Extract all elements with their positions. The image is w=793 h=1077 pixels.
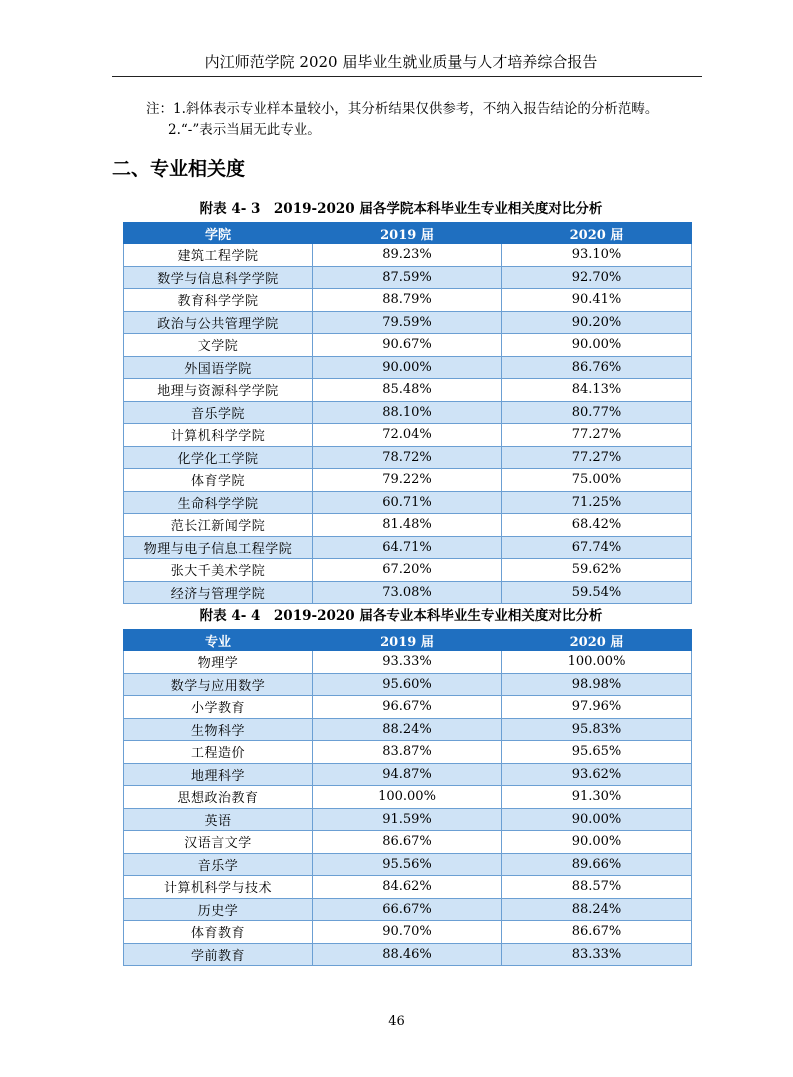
value-2020-cell: 59.62% <box>502 559 692 582</box>
value-2019-cell: 94.87% <box>313 763 502 786</box>
value-2019-cell: 88.10% <box>313 401 502 424</box>
name-cell: 教育科学学院 <box>124 289 313 312</box>
value-2020-cell: 98.98% <box>502 673 692 696</box>
value-2020-cell: 95.83% <box>502 718 692 741</box>
name-cell: 工程造价 <box>124 741 313 764</box>
value-2019-cell: 79.22% <box>313 469 502 492</box>
table-row <box>124 514 692 537</box>
table-row <box>124 401 692 424</box>
college-relevance-table <box>123 222 692 604</box>
value-2020-cell: 97.96% <box>502 696 692 719</box>
value-2019-cell: 90.70% <box>313 921 502 944</box>
table-row <box>124 244 692 267</box>
name-cell: 张大千美术学院 <box>124 559 313 582</box>
name-cell: 音乐学 <box>124 853 313 876</box>
table-row <box>124 491 692 514</box>
name-cell: 物理与电子信息工程学院 <box>124 536 313 559</box>
name-cell: 计算机科学与技术 <box>124 876 313 899</box>
value-2020-cell: 67.74% <box>502 536 692 559</box>
value-2019-cell: 84.62% <box>313 876 502 899</box>
value-2019-cell: 85.48% <box>313 379 502 402</box>
page-header: 内江师范学院 2020 届毕业生就业质量与人才培养综合报告 <box>204 53 598 71</box>
value-2020-cell: 68.42% <box>502 514 692 537</box>
value-2020-cell: 90.00% <box>502 334 692 357</box>
column-header-college: 学院 <box>124 223 313 244</box>
column-header-2019: 2019 届 <box>313 223 502 244</box>
value-2019-cell: 73.08% <box>313 581 502 604</box>
value-2019-cell: 90.00% <box>313 356 502 379</box>
column-header-major: 专业 <box>124 630 313 651</box>
value-2020-cell: 84.13% <box>502 379 692 402</box>
name-cell: 数学与信息科学学院 <box>124 266 313 289</box>
value-2020-cell: 86.76% <box>502 356 692 379</box>
note-line-1: 注：1.斜体表示专业样本量较小，其分析结果仅供参考，不纳入报告结论的分析范畴。 <box>146 101 659 117</box>
value-2019-cell: 100.00% <box>313 786 502 809</box>
name-cell: 历史学 <box>124 898 313 921</box>
table-row <box>124 696 692 719</box>
table-row <box>124 651 692 674</box>
value-2020-cell: 89.66% <box>502 853 692 876</box>
column-header-2020: 2020 届 <box>502 223 692 244</box>
table-row <box>124 943 692 966</box>
table-row <box>124 559 692 582</box>
table-row <box>124 876 692 899</box>
value-2020-cell: 95.65% <box>502 741 692 764</box>
table-row <box>124 808 692 831</box>
value-2020-cell: 90.20% <box>502 311 692 334</box>
value-2019-cell: 81.48% <box>313 514 502 537</box>
value-2019-cell: 88.24% <box>313 718 502 741</box>
value-2020-cell: 90.00% <box>502 808 692 831</box>
table-row <box>124 289 692 312</box>
name-cell: 文学院 <box>124 334 313 357</box>
name-cell: 建筑工程学院 <box>124 244 313 267</box>
table-row <box>124 266 692 289</box>
value-2019-cell: 90.67% <box>313 334 502 357</box>
table-header-row <box>124 223 692 244</box>
name-cell: 数学与应用数学 <box>124 673 313 696</box>
name-cell: 小学教育 <box>124 696 313 719</box>
value-2019-cell: 88.79% <box>313 289 502 312</box>
name-cell: 思想政治教育 <box>124 786 313 809</box>
value-2019-cell: 79.59% <box>313 311 502 334</box>
name-cell: 化学化工学院 <box>124 446 313 469</box>
value-2019-cell: 83.87% <box>313 741 502 764</box>
table-row <box>124 424 692 447</box>
value-2020-cell: 88.24% <box>502 898 692 921</box>
name-cell: 生物科学 <box>124 718 313 741</box>
value-2019-cell: 95.60% <box>313 673 502 696</box>
table-row <box>124 921 692 944</box>
value-2020-cell: 100.00% <box>502 651 692 674</box>
name-cell: 计算机科学学院 <box>124 424 313 447</box>
value-2019-cell: 60.71% <box>313 491 502 514</box>
name-cell: 地理科学 <box>124 763 313 786</box>
name-cell: 政治与公共管理学院 <box>124 311 313 334</box>
value-2020-cell: 77.27% <box>502 424 692 447</box>
table-row <box>124 379 692 402</box>
value-2019-cell: 87.59% <box>313 266 502 289</box>
name-cell: 经济与管理学院 <box>124 581 313 604</box>
value-2020-cell: 90.00% <box>502 831 692 854</box>
value-2019-cell: 89.23% <box>313 244 502 267</box>
table-row <box>124 831 692 854</box>
table-row <box>124 536 692 559</box>
name-cell: 学前教育 <box>124 943 313 966</box>
table1-caption: 附表 4- 3 2019-2020 届各学院本科毕业生专业相关度对比分析 <box>199 201 603 217</box>
column-header-2019: 2019 届 <box>313 630 502 651</box>
name-cell: 地理与资源科学学院 <box>124 379 313 402</box>
name-cell: 体育学院 <box>124 469 313 492</box>
table-row <box>124 853 692 876</box>
notes <box>146 99 658 141</box>
value-2019-cell: 93.33% <box>313 651 502 674</box>
value-2020-cell: 71.25% <box>502 491 692 514</box>
section-title: 二、专业相关度 <box>112 158 246 180</box>
page-number: 46 <box>388 1014 405 1029</box>
table-row <box>124 469 692 492</box>
column-header-2020: 2020 届 <box>502 630 692 651</box>
name-cell: 英语 <box>124 808 313 831</box>
table-row <box>124 356 692 379</box>
value-2019-cell: 78.72% <box>313 446 502 469</box>
value-2020-cell: 90.41% <box>502 289 692 312</box>
value-2020-cell: 59.54% <box>502 581 692 604</box>
table2-caption: 附表 4- 4 2019-2020 届各专业本科毕业生专业相关度对比分析 <box>199 608 603 624</box>
value-2020-cell: 86.67% <box>502 921 692 944</box>
name-cell: 范长江新闻学院 <box>124 514 313 537</box>
table-row <box>124 334 692 357</box>
name-cell: 物理学 <box>124 651 313 674</box>
table-row <box>124 763 692 786</box>
table-row <box>124 718 692 741</box>
name-cell: 外国语学院 <box>124 356 313 379</box>
major-relevance-table <box>123 629 692 966</box>
value-2019-cell: 95.56% <box>313 853 502 876</box>
table-row <box>124 898 692 921</box>
table-header-row <box>124 630 692 651</box>
value-2020-cell: 77.27% <box>502 446 692 469</box>
value-2019-cell: 72.04% <box>313 424 502 447</box>
value-2019-cell: 96.67% <box>313 696 502 719</box>
value-2019-cell: 86.67% <box>313 831 502 854</box>
value-2020-cell: 75.00% <box>502 469 692 492</box>
table-row <box>124 786 692 809</box>
value-2019-cell: 88.46% <box>313 943 502 966</box>
note-line-2: 2.“-”表示当届无此专业。 <box>168 122 321 138</box>
value-2020-cell: 92.70% <box>502 266 692 289</box>
value-2020-cell: 88.57% <box>502 876 692 899</box>
table-row <box>124 581 692 604</box>
value-2020-cell: 93.62% <box>502 763 692 786</box>
value-2019-cell: 64.71% <box>313 536 502 559</box>
name-cell: 生命科学学院 <box>124 491 313 514</box>
name-cell: 音乐学院 <box>124 401 313 424</box>
value-2020-cell: 93.10% <box>502 244 692 267</box>
value-2020-cell: 83.33% <box>502 943 692 966</box>
value-2020-cell: 91.30% <box>502 786 692 809</box>
table-row <box>124 673 692 696</box>
name-cell: 汉语言文学 <box>124 831 313 854</box>
table-row <box>124 741 692 764</box>
name-cell: 体育教育 <box>124 921 313 944</box>
table-row <box>124 446 692 469</box>
value-2019-cell: 91.59% <box>313 808 502 831</box>
header-divider <box>112 76 702 77</box>
table-row <box>124 311 692 334</box>
value-2019-cell: 66.67% <box>313 898 502 921</box>
value-2020-cell: 80.77% <box>502 401 692 424</box>
value-2019-cell: 67.20% <box>313 559 502 582</box>
